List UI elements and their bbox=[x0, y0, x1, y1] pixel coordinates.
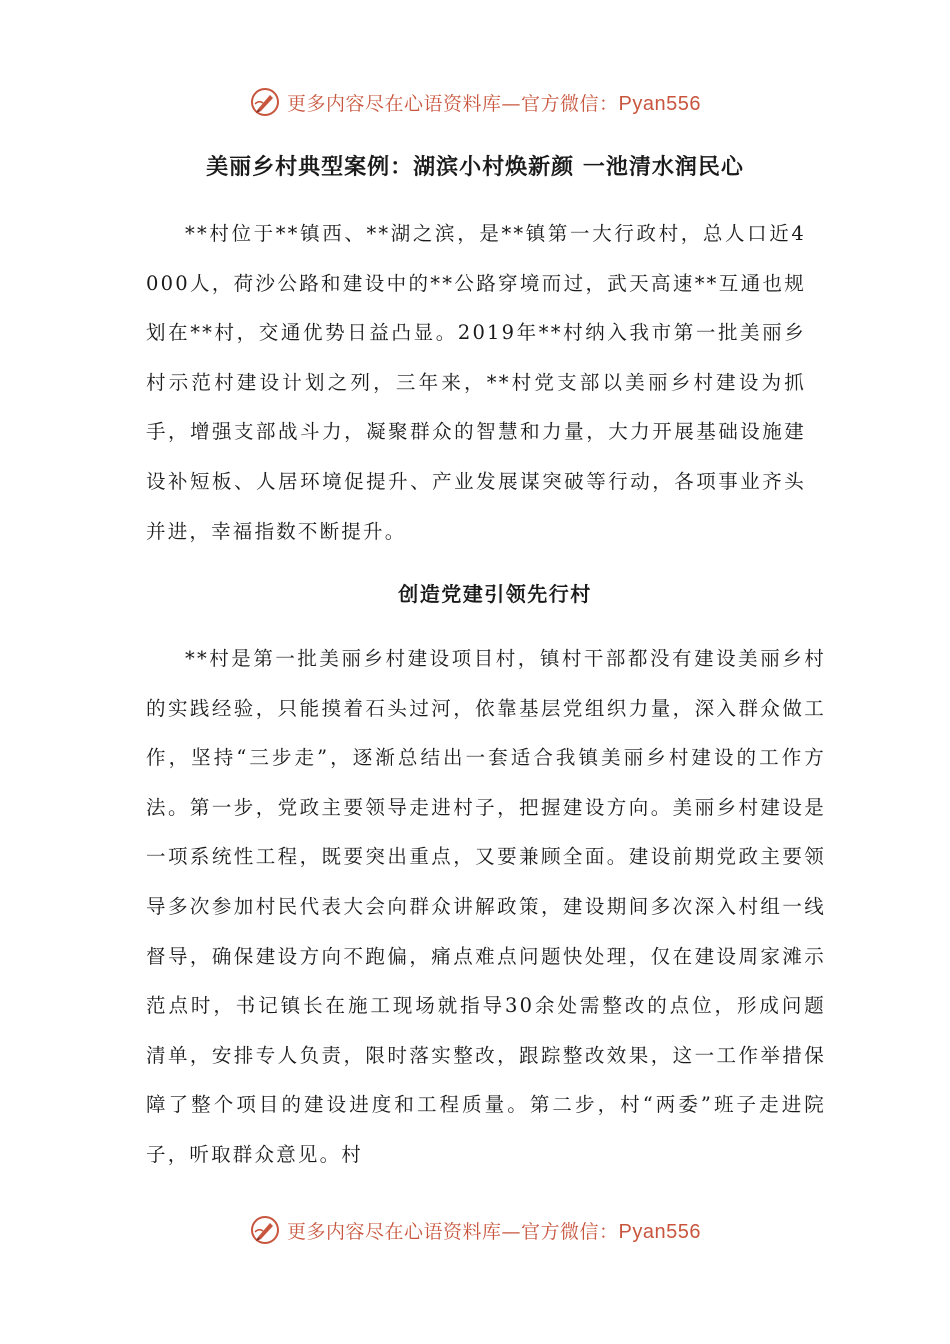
intro-paragraph: **村位于**镇西、**湖之滨，是**镇第一大行政村，总人口近4000人，荷沙公路和建设中的**公路穿境而过，武天高速**互通也规划在**村，交通优势日益凸显。2019年**村纳入我市第一批美丽乡村示范村建设计划之列，三年来，**村党支部以美丽乡村建设为抓手，增强支部战斗力，凝聚群众的智慧和力量，大力开展基础设施建设补短板、人居环境促提升、产业发展谋突破等行动，各项事业齐头并进，幸福指数不断提升。 bbox=[146, 222, 806, 543]
banner-wechat-id: Pyan556 bbox=[618, 1220, 701, 1243]
banner-slogan: 更多内容尽在心语资料库—官方微信： bbox=[287, 1220, 619, 1243]
banner-text bbox=[287, 89, 701, 116]
section-heading: 创造党建引领先行村 bbox=[398, 582, 592, 606]
footer-watermark-banner bbox=[0, 1210, 950, 1250]
pen-logo-icon bbox=[249, 86, 281, 118]
banner-slogan: 更多内容尽在心语资料库—官方微信： bbox=[287, 92, 619, 115]
banner-wechat-id: Pyan556 bbox=[618, 92, 701, 115]
pen-logo-icon bbox=[249, 1214, 281, 1246]
section-body-paragraph: **村是第一批美丽乡村建设项目村，镇村干部都没有建设美丽乡村的实践经验，只能摸着石头过河，依靠基层党组织力量，深入群众做工作，坚持“三步走”，逐渐总结出一套适合我镇美丽乡村建设的工作方法。第一步，党政主要领导走进村子，把握建设方向。美丽乡村建设是一项系统性工程，既要突出重点，又要兼顾全面。建设前期党政主要领导多次参加村民代表大会向群众讲解政策，建设期间多次深入村组一线督导，确保建设方向不跑偏，痛点难点问题快处理，仅在建设周家滩示范点时，书记镇长在施工现场就指导30余处需整改的点位，形成问题清单，安排专人负责，限时落实整改，跟踪整改效果，这一工作举措保障了整个项目的建设进度和工程质量。第二步，村“两委”班子走进院子，听取群众意见。村 bbox=[146, 647, 826, 1166]
document-title: 美丽乡村典型案例：湖滨小村焕新颜 一池清水润民心 bbox=[206, 154, 744, 180]
header-watermark-banner bbox=[0, 82, 950, 122]
banner-text bbox=[287, 1217, 701, 1244]
